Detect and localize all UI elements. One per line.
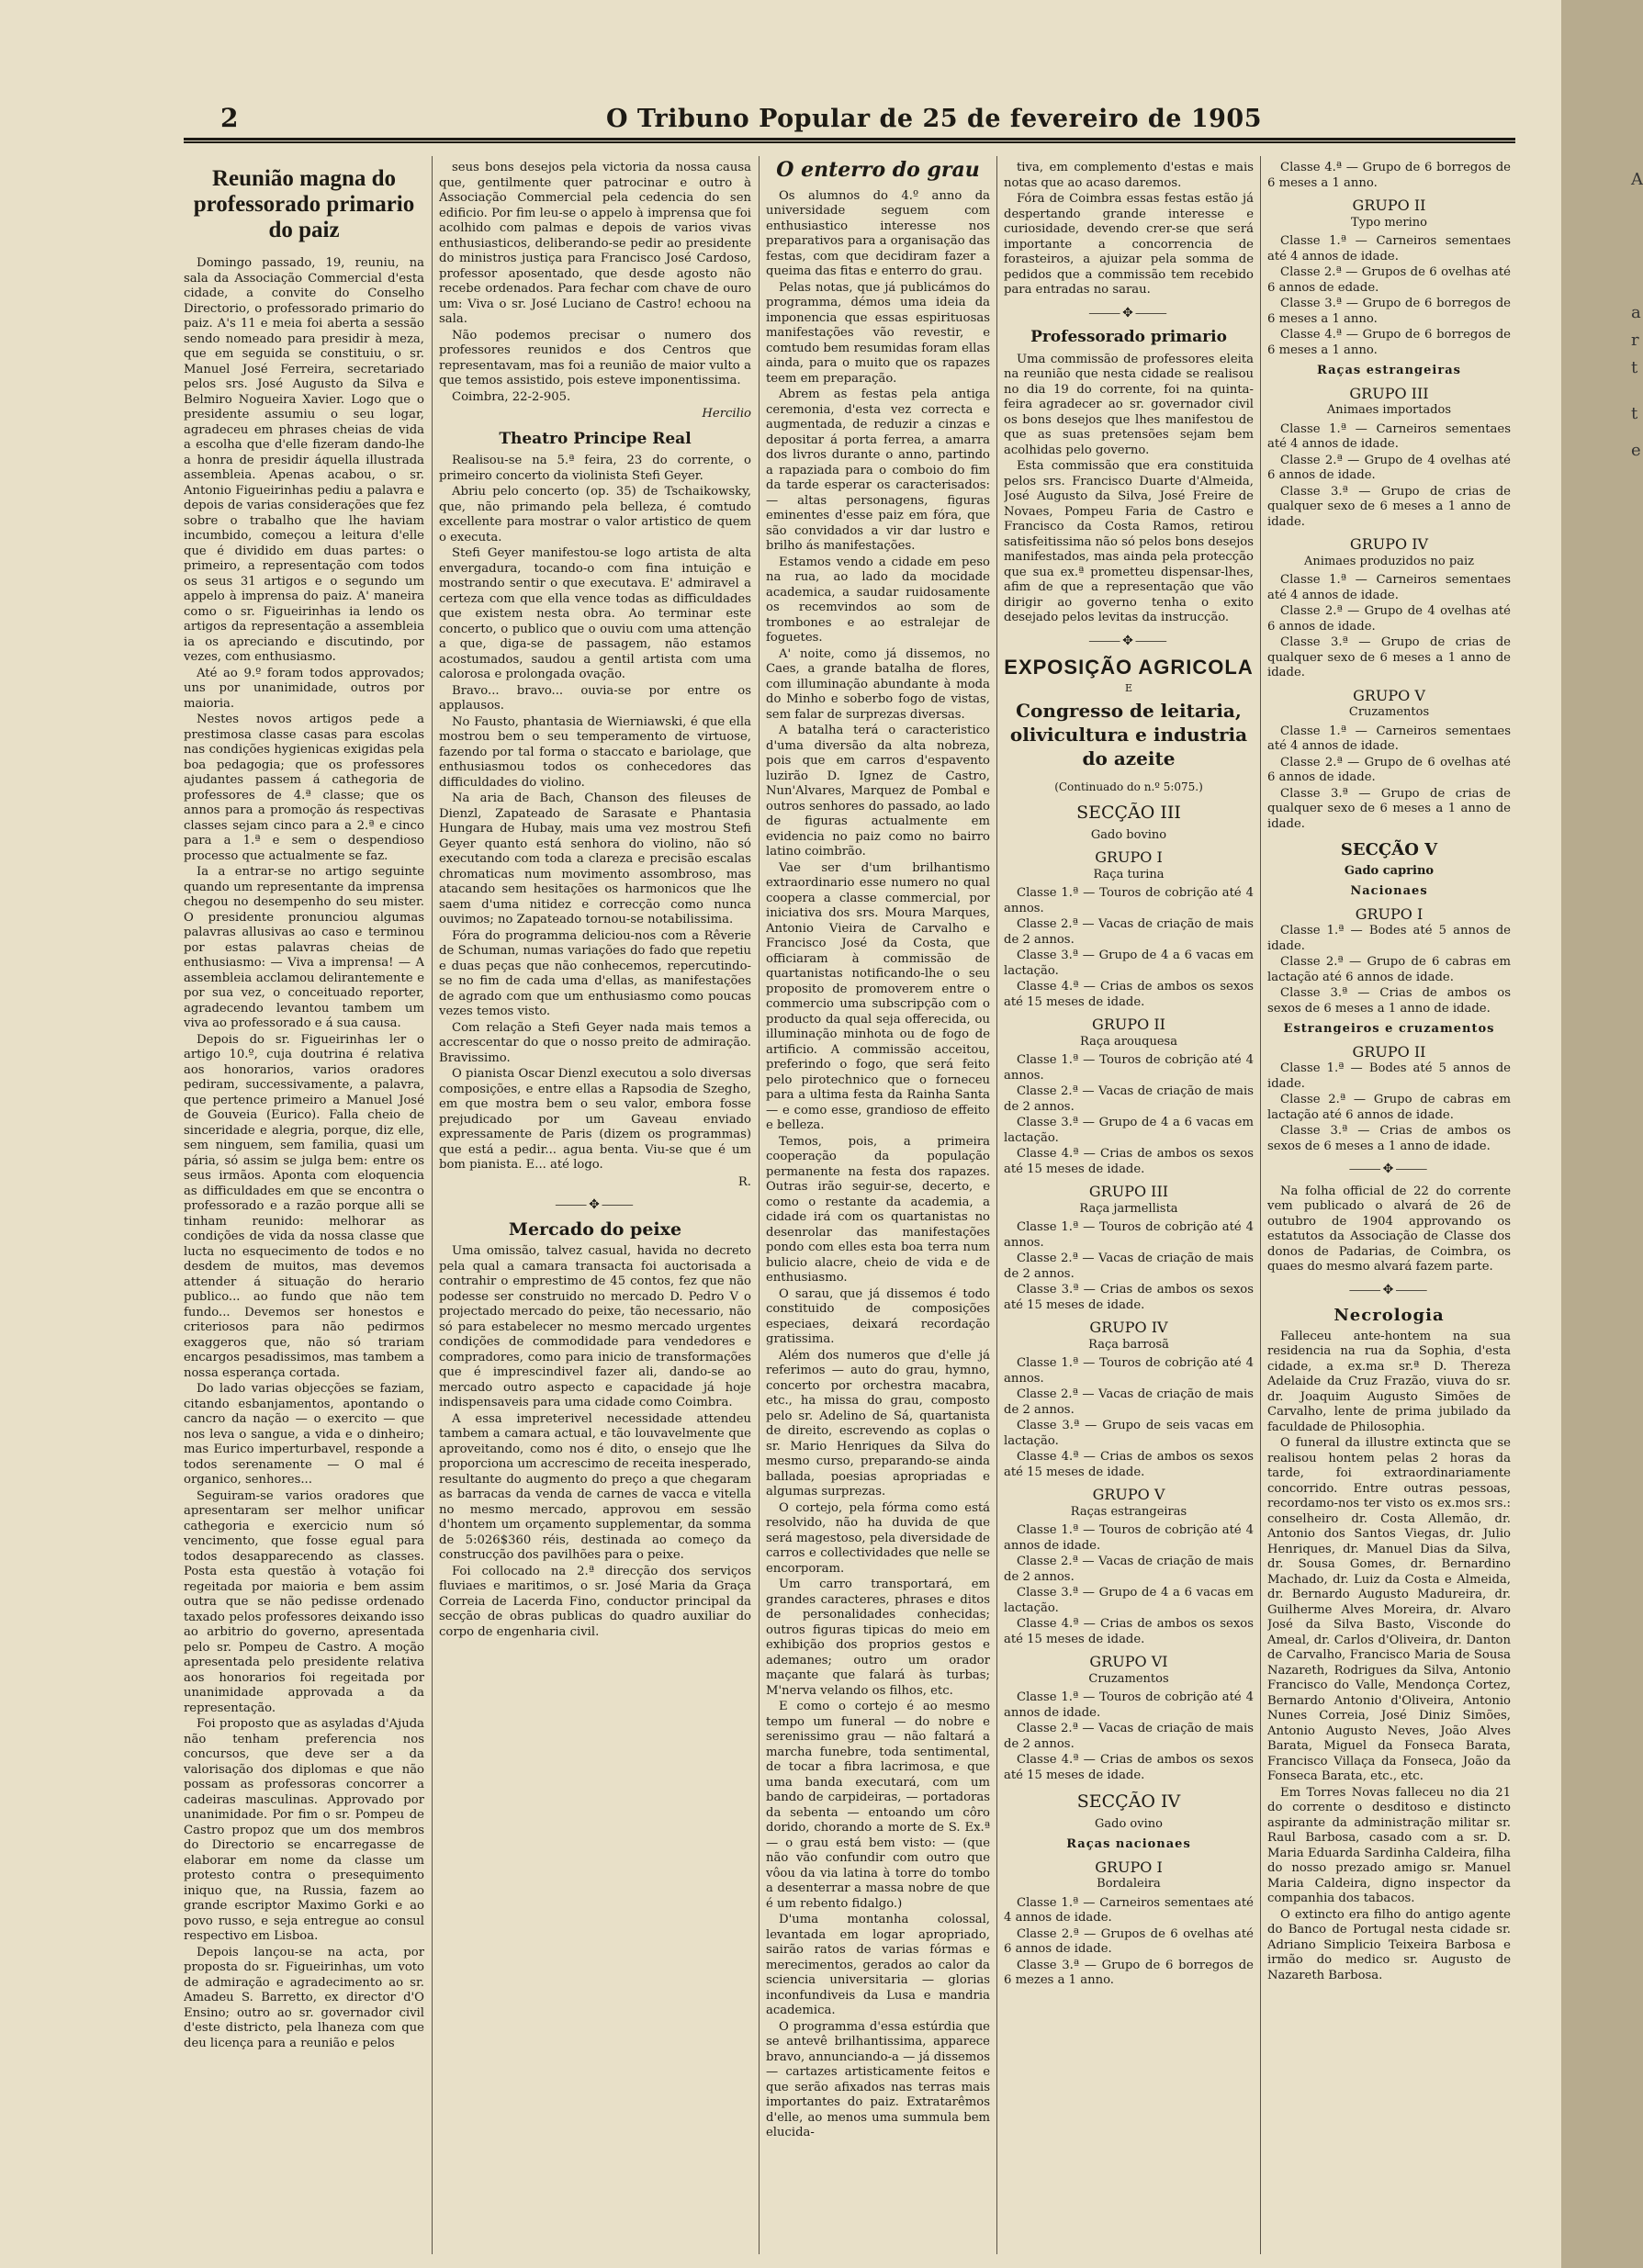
conjunction-e: E [1124,682,1133,694]
classe-item: Classe 3.ª — Crias de ambos os sexos até 15 meses de idade. [1004,1283,1254,1312]
column-3 [766,161,990,2259]
classe-item: Classe 4.ª — Grupo de 6 borregos de 6 meses a 1 anno. [1267,328,1511,357]
paragraph: Nestes novos artigos pede a prestimosa classe casas para escolas nas condições hygienicas exigidas pela boa pedagogia; que os professores ajudantes passem á cathegoria de professores de 4.ª classe; que os annos para a promoção ás respectivas classes sejam cinco para a 2.ª e cinco para a 1.ª e sem o despendioso processo que actualmente se faz. [184,713,424,863]
raca-label: Animaes importados [1326,403,1452,417]
cruzamentos-list [1267,724,1511,833]
classe-item: Classe 2.ª — Grupos de 6 ovelhas até 6 annos de idade. [1004,1926,1254,1956]
article-reuniao [184,256,424,2051]
paragraph: Falleceu ante-hontem na sua residencia na rua da Sophia, d'esta cidade, a ex.ma sr.ª D. Thereza Adelaide da Cruz Frazão, viuva do sr. dr. Joaquim Augusto Simões de Carvalho, lente de prima jubilado da faculdade de Philosophia. [1267,1329,1511,1434]
column-5 [1267,161,1511,2259]
paragraph: A batalha terá o caracteristico d'uma diversão da alta nobreza, pois que em carros d'espavento luzirão D. Ignez de Castro, Nun'Alvares, Marquez de Pombal e outros senhores do passado, ao lado de figuras actualmente em evidencia no paiz como no bairro latino coimbrão. [766,724,990,859]
paragraph: Até ao 9.º foram todos approvados; uns por unanimidade, outros por maioria. [184,666,424,711]
importados-list [1267,422,1511,531]
ornament-divider: ⸻✥⸻ [1088,305,1169,320]
paragraph: Abriu pelo concerto (op. 35) de Tschaikowsky, que, não primando pela belleza, é comtudo excellente para mostrar o valor artistico de quem o executa. [439,485,751,545]
classe-item: Classe 2.ª — Vacas de criação de mais de 2 annos. [1004,1722,1254,1751]
classe-item: Classe 2.ª — Vacas de criação de mais de 2 annos. [1004,1252,1254,1281]
classe-item: Classe 2.ª — Grupo de cabras em lactação até 6 annos de idade. [1267,1093,1511,1122]
classe-item: Classe 3.ª — Grupo de 4 a 6 vacas em lactação. [1004,1586,1254,1615]
edge-letter: t [1631,404,1638,423]
bovino-groups [1004,850,1254,1783]
article-theatro [439,454,751,1173]
classe-item: Classe 2.ª — Grupo de 6 cabras em lactação até 6 annos de idade. [1267,955,1511,984]
paragraph: Uma omissão, talvez casual, havida no decreto pela qual a camara transacta foi auctorisada a contrahir o emprestimo de 45 contos, fez que não podesse ser construido no mercado D. Pedro V o projectado mercado do peixe, tão necessario, não só para estabelecer no mesmo mercado urgentes condições de commodidade para vendedores e compradores, como para inicio de transformações que é imprescindivel fazer ali, dando-se ao mercado outro aspecto e capacidade já hoje indispensaveis para uma cidade como Coimbra. [439,1244,751,1409]
paragraph: Estamos vendo a cidade em peso na rua, ao lado da mocidade academica, a saudar ruidosamente os recemvindos ao som de trombones e ao estralejar de foguetes. [766,555,990,645]
seccao-v: SECÇÃO V [1340,840,1438,859]
paragraph: Não podemos precisar o numero dos professores reunidos e dos Centros que representavam, mas foi a reunião de maior vulto a que temos assistido, pois esteve imponentissima. [439,328,751,387]
classe-item: Classe 2.ª — Grupos de 6 ovelhas até 6 annos de edade. [1267,265,1511,295]
classe-item: Classe 2.ª — Grupo de 4 ovelhas até 6 annos de idade. [1267,453,1511,482]
seccao-iii: SECÇÃO III [1076,803,1181,823]
paragraph: Depois do sr. Figueirinhas ler o artigo 10.º, cuja doutrina é relativa aos honorarios, varios oradores pediram, successivamente, a palavra, que pertence primeiro a Manuel José de Gouveia (Eurico). Falla cheio de sinceridade e alegria, porque, diz elle, sem ninguem, sem familia, quasi um pária, só assim se julga bem: entre os seus irmãos. Aponta com eloquencia as difficuldades em que se encontra o professorado e a razão porque alli se tinham reunido: melhorar as condições de vida da nossa classe que lucta no esquecimento de todos e no desdem de muitos, mas devemos attender á situação do herario publico... ao fundo que não tem fundo... Devemos ser honestos e criteriosos para não pedirmos exaggeros que, não só trariam encargos pesadissimos, mas tambem a nossa esperança cortada. [184,1032,424,1380]
paragraph: O pianista Oscar Dienzl executou a solo diversas composições, e entre ellas a Rapsodia de Szegho, em que mostra bem o seu valor, embora fosse prejudicado por um Gaveau enviado expressamente de Paris (dizem os programmas) que está a pedir... agua benta. Viu-se que é um bom pianista. E... até logo. [439,1067,751,1172]
classe-item: Classe 2.ª — Vacas de criação de mais de 2 annos. [1004,1387,1254,1417]
classe-item: Classe 3.ª — Grupo de crias de qualquer sexo de 6 meses a 1 anno de idade. [1267,484,1511,529]
classe-item: Classe 1.ª — Carneiros sementaes até 4 annos de idade. [1267,724,1511,753]
paragraph: Foi proposto que as asyladas d'Ajuda não tenham preferencia nos concursos, que deve ser a da valorisação dos diplomas e que não possam as professoras concorrer a cadeiras masculinas. Approvado por unanimidade. Por fim o sr. Pompeu de Castro propoz que um dos membros do Directorio se encarregasse de elaborar em nome da classe um protesto contra o presequimento iniquo que, na Russia, fazem ao grande escriptor Maximo Gorki e ao povo russo, e seja entregue ao consul respectivo em Lisboa. [184,1717,424,1943]
classe-item: Classe 2.ª — Vacas de criação de mais de 2 annos. [1004,1555,1254,1584]
classe-item: Classe 1.ª — Touros de cobrição até 4 annos. [1004,1053,1254,1083]
raca-label: Raça arouquesa [1080,1034,1177,1049]
classe-item: Classe 4.ª — Crias de ambos os sexos até 15 meses de idade. [1004,1147,1254,1176]
paragraph: Além dos numeros que d'elle já referimos — auto do grau, hymno, concerto por orchestra macabra, etc., ha missa do grau, composto pelo sr. Adelino de Sá, quartanista de direito, escrevendo as coplas o sr. Mario Henriques da Silva do mesmo curso, preparando-se ainda ballada, poesias apropriadas e algumas surprezas. [766,1348,990,1499]
column-1 [184,161,424,2259]
classe-item: Classe 1.ª — Bodes até 5 annos de idade. [1267,924,1511,953]
classe-item: Classe 4.ª — Crias de ambos os sexos até 15 meses de idade. [1004,1617,1254,1646]
paragraph: O funeral da illustre extincta que se realisou hontem pelas 2 horas da tarde, foi extraordinariamente concorrido. Entre outras pessoas, recordamo-nos ter visto os ex.mos srs.: conselheiro dr. Costa Allemão, dr. Antonio dos Santos Viegas, dr. Julio Henriques, dr. Manuel Dias da Silva, dr. Sousa Gomes, dr. Bernardino Machado, dr. Luiz da Costa e Almeida, dr. Bernardo Augusto Madureira, dr. Guilherme Alves Moreira, dr. Alvaro José da Silva Basto, Visconde do Ameal, dr. Carlos d'Oliveira, dr. Danton de Carvalho, Francisco Maria de Sousa Nazareth, Rodrigues da Silva, Antonio Francisco do Valle, Mendonça Cortez, Bernardo Antonio d'Oliveira, Antonio Nunes Correia, José Diniz Simões, Antonio Augusto Neves, João Alves Barata, Miguel da Fonseca Barata, Francisco Villaça da Fonseca, João da Fonseca Barata, etc., etc. [1267,1436,1511,1783]
headline-theatro: Theatro Principe Real [499,429,692,448]
edge-letter: t [1631,358,1638,377]
headline-enterro: O enterro do grau [776,161,980,182]
paragraph: Do lado varias objecções se faziam, citando esbanjamentos, apontando o cancro da nação — o exercito — que nos leva o sangue, a vida e o dinheiro; mas Eurico imperturbavel, responde a todos serenamente — O mal é organico, senhores... [184,1382,424,1487]
paragraph: Esta commissão que era constituida pelos srs. Francisco Duarte d'Almeida, José Augusto da Silva, José Freire de Novaes, Pompeu Faria de Castro e Francisco da Costa Ramos, retirou satisfeitissima não só pelos bons desejos manifestados, mas ainda pela protecção que sua ex.ª prometteu dispensar-lhes, afim de que a representação que vão dirigir ao governo tenha o exito desejado pelos levitas da instrucção. [1004,459,1254,624]
ornament-divider: ⸻✥⸻ [1348,1282,1430,1297]
newspaper-title: O Tribuno Popular de 25 de fevereiro de 1905 [606,105,1262,133]
paragraph: Seguiram-se varios oradores que apresentaram ser melhor unificar cathegoria e exercicio num só vencimento, que fosse egual para todos desapparecendo as classes. Posta esta questão à votação foi regeitada por maioria e bem assim outra que se não pedisse ordenado taxado pelos professores deixando isso ao arbitrio do governo, apresentada pelo sr. Pompeu de Castro. A moção apresentada pelo presidente relativa aos honorarios foi regeitada por unanimidade approvada a da representação. [184,1488,424,1715]
dateline: Coimbra, 22-2-905. [452,389,571,404]
raca-label: Cruzamentos [1348,705,1430,719]
paragraph: Uma commissão de professores eleita na reunião que nesta cidade se realisou no dia 19 do corrente, foi na quinta-feira agradecer ao sr. governador civil os bons desejos que lhes manifestou de que as suas pretensões sejam bem acolhidas pelo governo. [1004,352,1254,457]
classe-item: Classe 1.ª — Carneiros sementaes até 4 annos de idade. [1267,421,1511,451]
raca-label: Cruzamentos [1088,1671,1169,1686]
grupo-label: GRUPO III [1349,384,1429,402]
paragraph: Foi collocado na 2.ª direcção dos serviços fluviaes e maritimos, o sr. José Maria da Graça Correia de Lacerda Fino, conductor principal da secção de obras publicas do quadro auxiliar do corpo de engenharia civil. [439,1564,751,1639]
paragraph: Um carro transportará, em grandes caracteres, phrases e ditos de personalidades conhecidas; outros figuras tipicas do meio em exhibição dos proprios gestos e ademanes; outro um orador maçante que falará às turbas; M'nerva velando os filhos, etc. [766,1577,990,1698]
raca-label: Raça jarmellista [1079,1201,1178,1216]
classe-item: Classe 4.ª — Crias de ambos os sexos até 15 meses de idade. [1004,1450,1254,1479]
edge-letter: a [1631,303,1641,322]
edge-letter: e [1631,441,1641,460]
classe-item: Classe 3.ª — Crias de ambos os sexos de 6 meses a 1 anno de idade. [1267,986,1511,1016]
paragraph: Em Torres Novas falleceu no dia 21 do corrente o desditoso e distincto aspirante da administração militar sr. Raul Barbosa, casado com a sr. D. Maria Eduarda Sardinha Caldeira, filha do nosso prezado amigo sr. Manuel Maria Caldeira, digno inspector da companhia dos tabacos. [1267,1785,1511,1905]
column-divider [432,156,433,2254]
article-mercado [439,1244,751,1640]
gado-ovino: Gado ovino [1095,1816,1163,1831]
raca-label: Bordaleira [1097,1877,1161,1891]
article-enterro [766,189,990,2141]
headline-mercado: Mercado do peixe [508,1218,682,1240]
classe-item: Classe 1.ª — Touros de cobrição até 4 annos. [1004,886,1254,915]
merino-list [1267,234,1511,358]
grupo-label: GRUPO V [1092,1486,1165,1503]
article-necrologia [1267,1330,1511,1984]
grupo-label: GRUPO III [1088,1183,1169,1200]
classe-item: Classe 3.ª — Grupo de crias de qualquer sexo de 6 meses a 1 anno de idade. [1267,786,1511,831]
classe-item: Classe 1.ª — Bodes até 5 annos de idade. [1267,1061,1511,1091]
paragraph: tiva, em complemento d'estas e mais notas que ao acaso daremos. [1004,161,1254,190]
classe-item: Classe 1.ª — Touros de cobrição até 4 annos. [1004,1220,1254,1250]
folha-oficial: Na folha official de 22 do corrente vem publicado o alvará de 26 de outubro de 1904 approvando os estatutos da Associação de Classe dos donos de Padarias, de Coimbra, os quaes do mesmo alvará fazem parte. [1267,1184,1511,1274]
headline-reuniao: Reunião magna do professorado primario do paiz [193,166,415,242]
classe-item: Classe 3.ª — Grupo de 6 borregos de 6 mezes a 1 anno. [1004,1958,1254,1987]
classe-item: Classe 2.ª — Grupo de 4 ovelhas até 6 annos de idade. [1267,604,1511,634]
paragraph: Abrem as festas pela antiga ceremonia, d'esta vez correcta e augmentada, de reduzir a cinzas e depositar á porta ferrea, a amarra dos livros durante o anno, partindo a rapaziada para o comboio do fim da tarde esperar os caracterisados: — altas personagens, figuras eminentes d'esse paiz em fóra, que são convidados a vir dar lustro e brilho ás manifestações. [766,387,990,553]
headline-exposicao: EXPOSIÇÃO AGRICOLA [1004,656,1254,679]
paragraph: Fóra de Coimbra essas festas estão já despertando grande interesse e curiosidade, devendo crer-se que será importante a concorrencia de forasteiros, a ajuizar pela somma de pedidos que a commissão tem recebido para entradas no sarau. [1004,192,1254,297]
produzidos-list [1267,573,1511,681]
edge-letter: A [1631,170,1643,189]
paragraph: Depois lançou-se na acta, por proposta do sr. Figueirinhas, um voto de admiração e agradecimento ao sr. Amadeu S. Barretto, ex director d'O Ensino; outro ao sr. governador civil d'este districto, pela lhaneza com que deu licença para a reunião e pelos [184,1945,424,2050]
paragraph: Realisou-se na 5.ª feira, 23 do corrente, o primeiro concerto da violinista Stefi Geyer. [439,454,751,483]
list-top [1267,161,1511,191]
grupo-label: GRUPO I [1355,904,1424,923]
classe-item: Classe 4.ª — Crias de ambos os sexos até 15 meses de idade. [1004,1753,1254,1782]
classe-item: Classe 3.ª — Crias de ambos os sexos de 6 meses a 1 anno de idade. [1267,1124,1511,1153]
raca-label: Raça barrosã [1088,1337,1169,1352]
raca-label: Animaes produzidos no paiz [1304,554,1474,568]
paragraph: seus bons desejos pela victoria da nossa causa que, gentilmente quer patrocinar e outro à Associação Commercial pela cedencia do sen edificio. Por fim leu-se o appelo à imprensa que foi acolhido com palmas e depois de varios vivas enthusiasticos, deliberando-se pedir ao presidente do ministros justiça para Francisco José Cardoso, professor aposentado, que desde agosto não recebe ordenados. Para fechar com chave de ouro um: Viva o sr. José Luciano de Castro! echoou na sala. [439,161,751,326]
header-rule [184,138,1515,143]
headline-necrologia: Necrologia [1334,1306,1445,1325]
gado-caprino: Gado caprino [1344,863,1435,878]
classe-item: Classe 1.ª — Touros de cobrição até 4 annos de idade. [1004,1523,1254,1553]
estrangeiros-list [1267,1061,1511,1154]
paragraph: Pelas notas, que já publicámos do programma, démos uma ideia da imponencia que essas espirituosas manifestações vão revestir, e comtudo bem resumidas foram ellas ainda, para o muito que os rapazes teem em preparação. [766,280,990,386]
raca-label: Raça turina [1093,867,1165,881]
paragraph: Bravo... bravo... ouvia-se por entre os applausos. [439,683,751,713]
classe-item: Classe 1.ª — Carneiros sementaes até 4 annos de idade. [1267,234,1511,264]
classe-item: Classe 3.ª — Grupo de 6 borregos de 6 meses a 1 anno. [1267,297,1511,326]
paragraph: O programma d'essa estúrdia que se antevê brilhantissima, apparece bravo, annunciando-a — já dissemos — cartazes artisticamente feitos e que serão afixados nas terras mais importantes do paiz. Extratarêmos d'elle, ao menos uma summula bem elucida- [766,2019,990,2139]
grupo-label: GRUPO VI [1089,1653,1168,1670]
column-divider [1260,156,1261,2254]
classe-item: Classe 4.ª — Grupo de 6 borregos de 6 meses a 1 anno. [1267,161,1511,190]
paragraph: Fóra do programma deliciou-nos com a Rêverie de Schuman, numas variações do fado que repetiu e duas peças que não conhecemos, repercutindo-se no fim de cada uma d'ellas, as manifestações de agrado com que um enthusiasmo como poucas vezes temos visto. [439,928,751,1018]
paragraph: A essa impreterivel necessidade attendeu tambem a camara actual, e tão louvavelmente que aproveitando, como nos é dito, o ensejo que lhe proporciona um accrescimo de receita inesperado, resultante do augmento do preço a que chegaram as barracas da venda de carnes de vacca e vitella no mesmo mercado, approvou em sessão d'hontem um orçamento supplementar, da somma de 5:026$360 réis, destinada ao começo da construcção dos pavilhões para o peixe. [439,1411,751,1562]
column-4 [1004,161,1254,2259]
ornament-divider: ⸻✥⸻ [1088,633,1169,648]
ornament-divider: ⸻✥⸻ [555,1197,636,1212]
column-2 [439,161,751,2259]
column-divider [996,156,997,2254]
ornament-divider: ⸻✥⸻ [1348,1162,1430,1176]
raca-label: Typo merino [1351,215,1427,230]
classe-item: Classe 3.ª — Grupo de 4 a 6 vacas em lactação. [1004,1116,1254,1145]
edge-letter: r [1631,331,1639,350]
racas-estrangeiras: Raças estrangeiras [1317,364,1461,377]
paragraph: D'uma montanha colossal, levantada em logar apropriado, sairão ratos de varias fórmas e merecimentos, gerados ao calor da sciencia universitaria — glorias inconfundiveis da Lusa e mandria academica. [766,1913,990,2017]
grupo-label: GRUPO V [1353,686,1425,704]
grupo-label: GRUPO IV [1349,535,1429,553]
continued-note: (Continuado do n.º 5:075.) [1054,780,1203,793]
classe-item: Classe 2.ª — Vacas de criação de mais de 2 annos. [1004,917,1254,947]
paragraph: Stefi Geyer manifestou-se logo artista de alta envergadura, tocando-o com fina intuição e mostrando sentir o que executava. E' admiravel a certeza com que ella vence todas as difficuldades que existem nesta obra. Ao terminar este concerto, o publico que o ouviu com uma attenção a que, diga-se de passagem, não estamos acostumados, saudou a gentil artista com uma calorosa e prolongada ovação. [439,546,751,681]
racas-nacionaes: Raças nacionaes [1066,1837,1191,1851]
grupo-label: GRUPO I [1095,1858,1163,1876]
paragraph: Ia a entrar-se no artigo seguinte quando um representante da imprensa chegou no desempenho do seu mister. O presidente pronunciou algumas palavras allusivas ao caso e terminou por estas palavras cheias de enthusiasmo: — Viva a imprensa! — A assembleia acclamou delirantemente e por sua vez, o conceituado reporter, agradecendo levantou tambem um viva ao professorado e á sua causa. [184,865,424,1030]
paragraph: O extincto era filho do antigo agente do Banco de Portugal nesta cidade sr. Adriano Simplicio Teixeira Barbosa e irmão do medico sr. Augusto de Nazareth Barbosa. [1267,1907,1511,1982]
classe-item: Classe 3.ª — Grupo de seis vacas em lactação. [1004,1419,1254,1448]
grupo-label: GRUPO IV [1089,1319,1168,1336]
classe-item: Classe 2.ª — Vacas de criação de mais de 2 annos. [1004,1084,1254,1114]
article-professorado [1004,353,1254,626]
grupo-label: GRUPO II [1092,1016,1165,1033]
signature-r: R. [737,1174,751,1189]
paragraph: Com relação a Stefi Geyer nada mais temos a accrescentar do que o nosso preito de admiração. Bravissimo. [439,1020,751,1065]
column-divider [759,156,760,2254]
seccao-iv: SECÇÃO IV [1076,1791,1181,1812]
nacionaes: Nacionaes [1350,884,1428,898]
classe-item: Classe 1.ª — Carneiros sementaes até 4 annos de idade. [1004,1895,1254,1925]
paragraph: Vae ser d'um brilhantismo extraordinario esse numero no qual coopera a classe commercial, por iniciativa dos srs. Moura Marques, Antonio Vieira de Carvalho e Francisco José da Costa, que officiaram à commissão de quartanistas notificando-lhe o seu proposito de promoverem entre o commercio uma subscripção com o producto da qual seja offerecida, ou illuminação minhota ou de fogo de artificio. A commissão acceitou, preferindo o fogo, que será feito pelo pirotechnico que o forneceu para a ultima festa da Rainha Santa — e como esse, grandioso de effeito e belleza. [766,860,990,1132]
article-enterro-continued [1004,161,1254,298]
caprino-list [1267,924,1511,1016]
classe-item: Classe 1.ª — Touros de cobrição até 4 annos. [1004,1356,1254,1386]
paragraph: O sarau, que já dissemos é todo constituido de composições especiaes, deixará recordação gratissima. [766,1286,990,1346]
classe-item: Classe 3.ª — Grupo de 4 a 6 vacas em lactação. [1004,949,1254,978]
page-number: 2 [220,103,239,133]
paragraph: O cortejo, pela fórma como está resolvido, não ha duvida de que será magestoso, pela diversidade de carros e collectividades que nelle se encorporam. [766,1500,990,1576]
signature-hercilio: Hercilio [702,407,751,421]
grupo-label: GRUPO II [1352,1042,1426,1061]
paragraph: Domingo passado, 19, reuniu, na sala da Associação Commercial d'esta cidade, a convite do Conselho Directorio, o professorado primario do paiz. A's 11 e meia foi aberta a sessão sendo nomeado para presidir à meza, que em seguida se constituiu, o sr. Manuel José Ferreira, secretariado pelos srs. José Augusto da Silva e Belmiro Nogueira Xavier. Logo que o presidente assumiu o seu logar, agradeceu em phrases cheias de vida a escolha que d'elle fizeram dando-lhe a honra de presidir áquella illustrada assembleia. Apenas acabou, o sr. Antonio Figueirinhas pediu a palavra e depois de varias considerações que fez sobre o trabalho que lhe haviam incumbido, começou a leitura d'elle que é dividido em duas partes: o primeiro, a representação com todos os seus 31 artigos e o segundo um appelo à imprensa do paiz. A' maneira como o sr. Figueirinhas ia lendo os artigos da representação a assembleia ia os apreciando e discutindo, por vezes, com enthusiasmo. [184,256,424,664]
grupo-label: GRUPO II [1352,196,1426,214]
masthead [184,103,1515,132]
raca-label: Raças estrangeiras [1070,1504,1187,1519]
paragraph: No Fausto, phantasia de Wierniawski, é que ella mostrou bem o seu temperamento de virtuose, fazendo por tal forma o staccato e bariolage, que enthusiasmou todos os conhecedores das difficuldades do violino. [439,714,751,790]
grupo-label: GRUPO I [1095,848,1163,866]
bordaleira-list [1004,1896,1254,1989]
classe-item: Classe 1.ª — Carneiros sementaes até 4 annos de idade. [1267,573,1511,602]
classe-item: Classe 1.ª — Touros de cobrição até 4 annos de idade. [1004,1690,1254,1720]
article-reuniao-continued [439,161,751,389]
paragraph: Na aria de Bach, Chanson des fileuses de Dienzl, Zapateado de Sarasate e Phantasia Hungara de Hubay, mais uma vez mostrou Stefi Geyer quanto está senhora do violino, não só executando com toda a clareza e precisão escalas chromaticas num movimento assombroso, mas atacando sem hesitações os harmonicos que lhe saem d'uma nitidez e correcção como nunca ouvimos; no Zapateado tornou-se notabilissima. [439,792,751,926]
gado-bovino: Gado bovino [1090,827,1167,842]
headline-congresso: Congresso de leitaria, olivicultura e industria do azeite [1009,699,1248,769]
paragraph: Os alumnos do 4.º anno da universidade seguem com enthusiastico interesse nos preparativos para a organisação das festas, com que decidiram fazer a queima das fitas e enterro do grau. [766,188,990,278]
paragraph: Temos, pois, a primeira cooperação da população permanente na festa dos rapazes. Outras irão seguir-se, decerto, e como o restante da academia, a cidade irá com os quartanistas no desenrolar das manifestações pondo com elles esta boa terra num bulicio alacre, cheio de vida e de enthusiasmo. [766,1134,990,1285]
paragraph: A' noite, como já dissemos, no Caes, a grande batalha de flores, com illuminação abundante à moda do Minho e soberbo fogo de vistas, sem falar de surprezas diversas. [766,646,990,722]
classe-item: Classe 2.ª — Grupo de 6 ovelhas até 6 annos de idade. [1267,755,1511,784]
paragraph: E como o cortejo é ao mesmo tempo um funeral — do nobre e serenissimo grau — não faltará a marcha funebre, toda sentimental, de tocar a fibra lacrimosa, e que uma banda executará, com um bando de carpideiras, — portadoras da sebenta — entoando um côro dorido, chorando a morte de S. Ex.ª — o grau está bem visto: — (que não vão confundir com outro que vôou da via latina à torre do tombo a desenterrar a massa nobre de que é um rebento fidalgo.) [766,1700,990,1911]
classe-item: Classe 4.ª — Crias de ambos os sexos até 15 meses de idade. [1004,980,1254,1009]
headline-professorado: Professorado primario [1030,328,1227,346]
estrangeiros-cruzamentos: Estrangeiros e cruzamentos [1283,1022,1495,1036]
classe-item: Classe 3.ª — Grupo de crias de qualquer sexo de 6 meses a 1 anno de idade. [1267,635,1511,679]
